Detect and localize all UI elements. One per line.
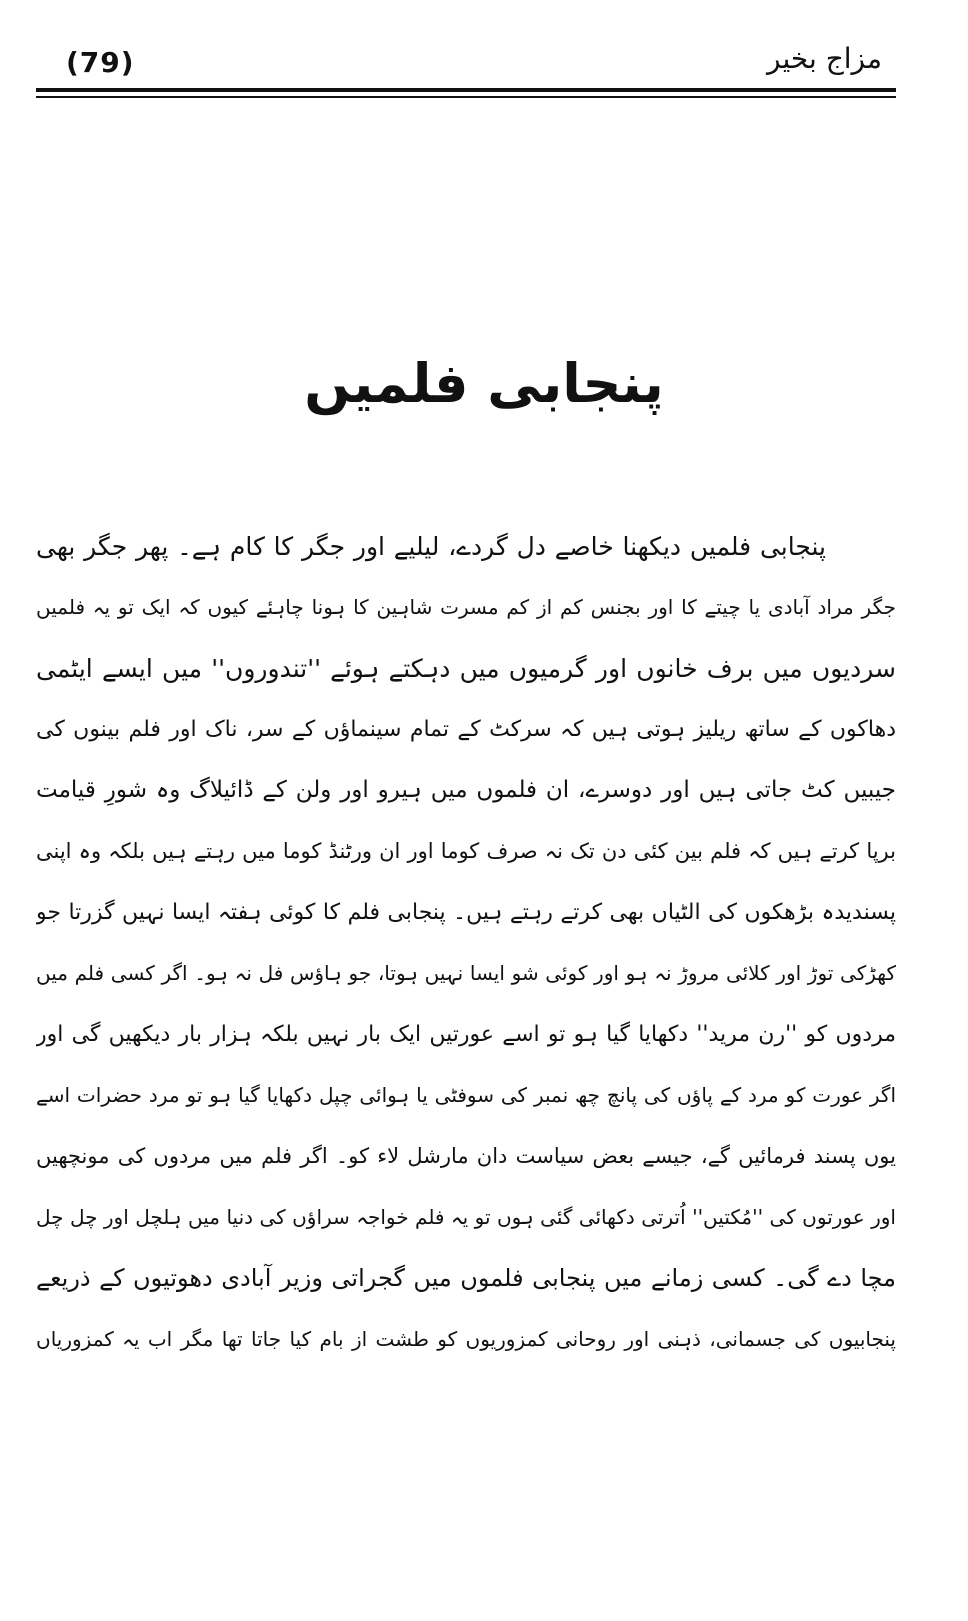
text-line: جیبیں کٹ جاتی ہیں اور دوسرے، ان فلموں میں ہیرو اور ولن کے ڈائیلاگ وہ شورِ قیامت [36, 777, 896, 803]
text-line: برپا کرتے ہیں کہ فلم بین کئی دن تک نہ صرف کوما اور ان ورٹنڈ کوما میں رہتے ہیں بلکہ وہ اپنی [36, 839, 896, 863]
text-line: پنجابیوں کی جسمانی، ذہنی اور روحانی کمزوریوں کو طشت از بام کیا جاتا تھا مگر اب یہ کمزوریاں [36, 1327, 896, 1351]
page-header [36, 38, 896, 88]
chapter-title: پنجابی فلمیں [304, 352, 664, 415]
text-line: اگر عورت کو مرد کے پاؤں کی پانچ چھ نمبر کی سوفٹی یا ہوائی چپل دکھایا گیا ہو تو مرد حضرات اسے [36, 1083, 896, 1107]
book-title: مزاج بخیر [767, 42, 882, 75]
header-rule-thin [36, 96, 896, 98]
text-line: کھڑکی توڑ اور کلائی مروڑ نہ ہو اور کوئی شو ایسا نہیں ہوتا، جو ہاؤس فل نہ ہو۔ اگر کسی فلم میں [36, 961, 896, 985]
text-line: مردوں کو ''رن مرید'' دکھایا گیا ہو تو اسے عورتیں ایک بار نہیں بلکہ ہزار بار دیکھیں گی اور [36, 1022, 896, 1047]
text-line: سردیوں میں برف خانوں اور گرمیوں میں دہکتے ہوئے ''تندوروں'' میں ایسے ایٹمی [36, 654, 896, 683]
text-line: مچا دے گی۔ کسی زمانے میں پنجابی فلموں میں گجراتی وزیر آبادی دھوتیوں کے ذریعے [36, 1264, 896, 1292]
text-line: دھاکوں کے ساتھ ریلیز ہوتی ہیں کہ سرکٹ کے تمام سینماؤں کے سر، ناک اور فلم بینوں کی [36, 717, 896, 742]
body-text [36, 516, 896, 1370]
text-line: پسندیدہ بڑھکوں کی الٹیاں بھی کرتے رہتے ہیں۔ پنجابی فلم کا کوئی ہفتہ ایسا نہیں گزرتا جو [36, 900, 896, 925]
page-number: (79) [66, 46, 135, 79]
text-line: جگر مراد آبادی یا چیتے کا اور بجنس کم از کم مسرت شاہین کا ہونا چاہئے کیوں کہ ایک تو یہ فلمیں [36, 595, 896, 619]
text-line: یوں پسند فرمائیں گے، جیسے بعض سیاست دان مارشل لاء کو۔ اگر فلم میں مردوں کی مونچھیں [36, 1144, 896, 1168]
text-line: پنجابی فلمیں دیکھنا خاصے دل گردے، لیلیے اور جگر کا کام ہے۔ پھر جگر بھی [36, 532, 826, 561]
text-line: اور عورتوں کی ''مُکتیں'' اُترتی دکھائی گئی ہوں تو یہ فلم خواجہ سراؤں کی دنیا میں ہلچل اور چل چل [36, 1205, 896, 1229]
header-rule-thick [36, 88, 896, 92]
